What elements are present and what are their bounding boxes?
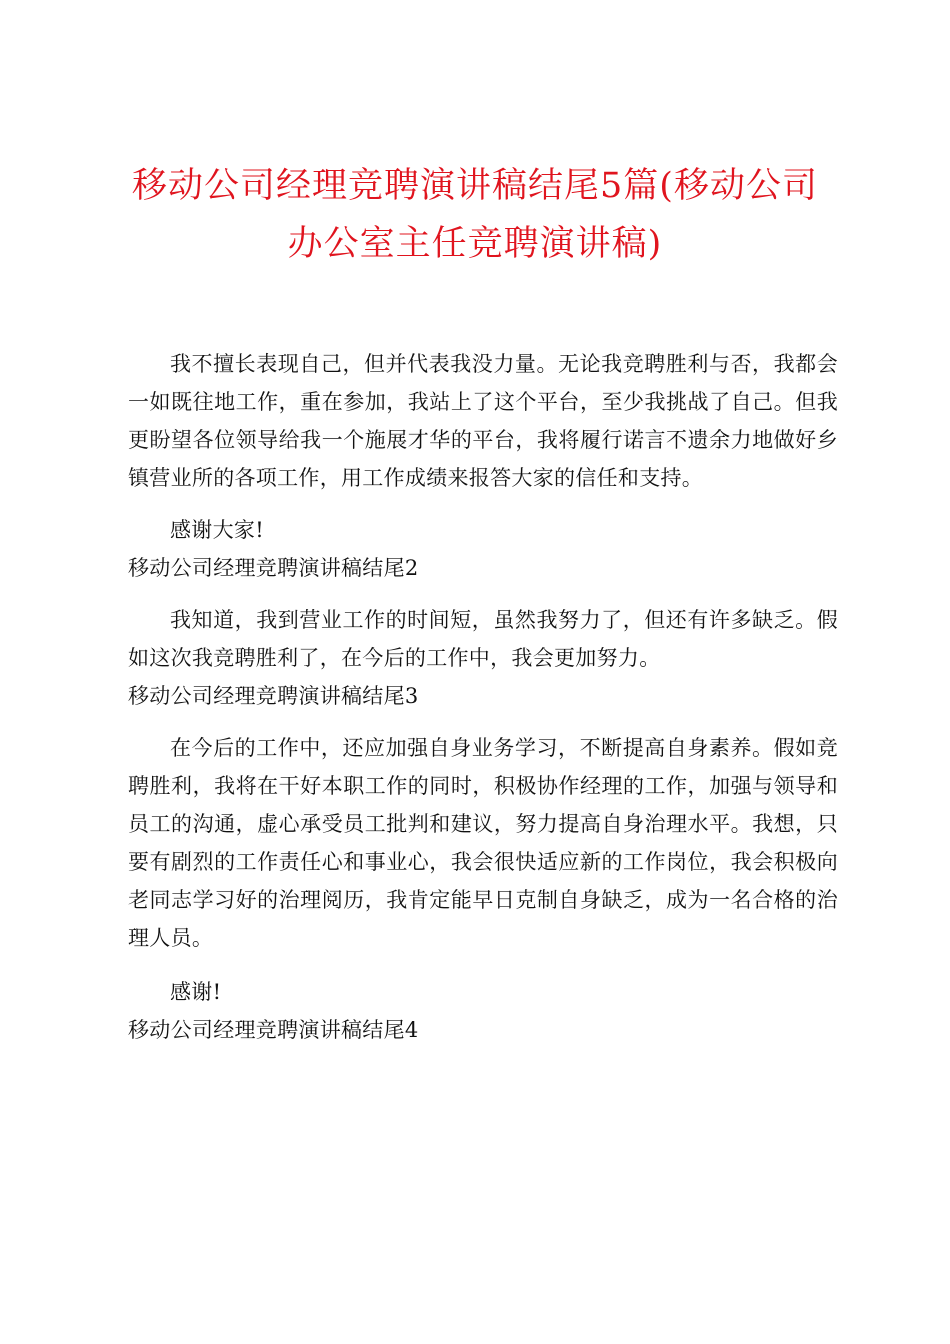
paragraph-2: 我知道，我到营业工作的时间短，虽然我努力了，但还有许多缺乏。假如这次我竞聘胜利了，在今后的工作中，我会更加努力。 <box>128 608 838 670</box>
section-heading-3: 移动公司经理竞聘演讲稿结尾3 <box>128 684 419 708</box>
section-heading-4: 移动公司经理竞聘演讲稿结尾4 <box>128 1018 419 1042</box>
paragraph-1: 我不擅长表现自己，但并代表我没力量。无论我竞聘胜利与否，我都会一如既往地工作，重在参加，我站上了这个平台，至少我挑战了自己。但我更盼望各位领导给我一个施展才华的平台，我将履行诺言不遗余力地做好乡镇营业所的各项工作，用工作成绩来报答大家的信任和支持。 <box>128 352 838 490</box>
document-body <box>128 345 838 1049</box>
paragraph-3: 在今后的工作中，还应加强自身业务学习，不断提高自身素养。假如竞聘胜利，我将在干好本职工作的同时，积极协作经理的工作，加强与领导和员工的沟通，虚心承受员工批判和建议，努力提高自身治理水平。我想，只要有剧烈的工作责任心和事业心，我会很快适应新的工作岗位，我会积极向老同志学习好的治理阅历，我肯定能早日克制自身缺乏，成为一名合格的治理人员。 <box>128 736 838 950</box>
closing-thanks-2: 感谢! <box>170 980 222 1004</box>
section-heading-2: 移动公司经理竞聘演讲稿结尾2 <box>128 556 419 580</box>
closing-thanks-1: 感谢大家! <box>170 518 264 542</box>
document-title-line-1: 移动公司经理竞聘演讲稿结尾5篇(移动公司 <box>132 166 818 206</box>
document-title-line-2: 办公室主任竞聘演讲稿) <box>287 224 663 264</box>
